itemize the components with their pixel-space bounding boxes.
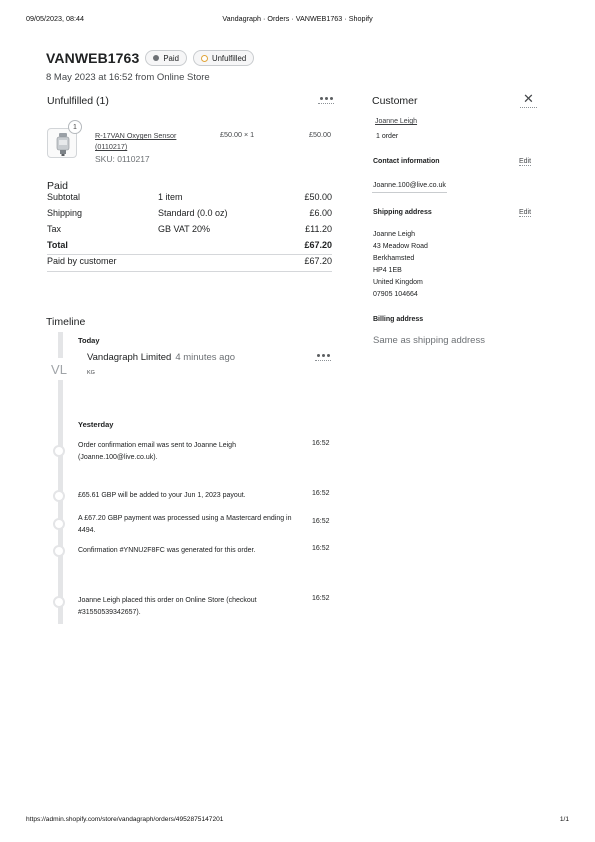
payment-row-paid-by-customer <box>47 256 332 272</box>
timeline-dot <box>53 596 65 608</box>
payment-row-label: Tax <box>47 224 62 234</box>
print-page-title: Vandagraph · Orders · VANWEB1763 · Shopify <box>222 14 373 23</box>
fulfillment-status-label: Unfulfilled <box>211 53 247 63</box>
payment-row-tax <box>47 224 332 240</box>
product-name-link[interactable]: R-17VAN Oxygen Sensor (0110217) <box>95 131 177 151</box>
address-line: Joanne Leigh <box>373 231 416 238</box>
comment-author: Vandagraph Limited <box>87 352 172 363</box>
payment-divider <box>47 271 332 272</box>
address-line: Berkhamsted <box>373 255 415 262</box>
payment-row-shipping <box>47 208 332 224</box>
payment-row-detail: Standard (0.0 oz) <box>158 208 228 218</box>
timeline-event-time: 16:52 <box>312 518 330 525</box>
dot-icon <box>330 97 333 100</box>
avatar: VL <box>47 358 71 380</box>
address-line: 43 Meadow Road <box>373 243 428 250</box>
order-id: VANWEB1763 <box>46 50 140 66</box>
order-header <box>46 50 254 66</box>
address-line: United Kingdom <box>373 279 423 286</box>
fulfillment-more-actions-button[interactable] <box>318 94 334 104</box>
payment-status-label: Paid <box>163 53 179 63</box>
payment-row-amount: £67.20 <box>304 240 332 250</box>
print-url: https://admin.shopify.com/store/vandagraph/orders/4952875147201 <box>26 816 224 823</box>
order-date-source: 8 May 2023 at 16:52 from Online Store <box>46 72 210 83</box>
timeline-event-time: 16:52 <box>312 490 330 497</box>
edit-shipping-address-button[interactable]: Edit <box>519 209 532 216</box>
fulfillment-status-badge <box>193 50 254 66</box>
timeline-dot <box>53 490 65 502</box>
edit-contact-button[interactable]: Edit <box>519 158 532 165</box>
timeline-dot <box>53 445 65 457</box>
comment-time-ago: 4 minutes ago <box>175 352 236 363</box>
timeline-event-text: Confirmation #YNNU2F8FC was generated for this order. <box>78 547 256 554</box>
timeline-title: Timeline <box>46 316 86 328</box>
remove-customer-button[interactable] <box>520 91 537 108</box>
unfulfilled-ring-icon <box>201 55 208 62</box>
timeline-event-text: Joanne Leigh placed this order on Online Store (checkout #31550539342657). <box>78 597 257 616</box>
payment-section-title: Paid <box>47 180 69 192</box>
payment-row-amount: £50.00 <box>304 192 332 202</box>
billing-address-value: Same as shipping address <box>373 335 485 346</box>
timeline-event-text: Order confirmation email was sent to Joanne Leigh (Joanne.100@live.co.uk). <box>78 442 236 461</box>
timeline-comment-header <box>87 352 235 363</box>
timeline-day-yesterday: Yesterday <box>78 420 114 429</box>
shipping-address-title: Shipping address <box>373 209 432 216</box>
print-footer <box>26 816 569 828</box>
payment-divider <box>47 254 332 255</box>
timeline-event-time: 16:52 <box>312 595 330 602</box>
timeline-dot <box>53 545 65 557</box>
payment-row-amount: £6.00 <box>309 208 332 218</box>
unfulfilled-card-title: Unfulfilled (1) <box>47 95 109 107</box>
comment-body: KG <box>87 370 95 376</box>
timeline-event-text[interactable]: A £67.20 GBP payment was processed using a Mastercard ending in 4494. <box>78 515 292 534</box>
payment-row-subtotal <box>47 192 332 208</box>
payment-row-amount: £67.20 <box>304 256 332 266</box>
customer-order-count: 1 order <box>376 133 399 140</box>
address-line: 07905 104664 <box>373 291 418 298</box>
payment-row-detail: GB VAT 20% <box>158 224 211 234</box>
dot-icon <box>322 354 325 357</box>
payment-row-label: Total <box>47 240 68 250</box>
payment-row-detail: 1 item <box>158 192 183 202</box>
address-line: HP4 1EB <box>373 267 402 274</box>
print-page-number: 1/1 <box>559 816 569 823</box>
payment-row-label: Subtotal <box>47 192 81 202</box>
dot-icon <box>317 354 320 357</box>
print-header <box>26 14 569 26</box>
timeline-event-time: 16:52 <box>312 545 330 552</box>
product-unit-price: £50.00 × 1 <box>220 130 255 139</box>
timeline-event-text[interactable]: £65.61 GBP will be added to your Jun 1, 2023 payout. <box>78 492 246 499</box>
product-line-total: £50.00 <box>309 130 331 139</box>
billing-address-title: Billing address <box>373 316 424 323</box>
contact-info-title: Contact information <box>373 158 440 165</box>
timeline-event-time: 16:52 <box>312 440 330 447</box>
payment-row-label: Paid by customer <box>47 256 117 266</box>
dot-icon <box>320 97 323 100</box>
comment-more-actions-button[interactable] <box>315 351 331 361</box>
payment-row-amount: £11.20 <box>305 224 332 234</box>
customer-name-link[interactable]: Joanne Leigh <box>375 118 418 125</box>
product-sku: SKU: 0110217 <box>95 154 150 164</box>
dot-icon <box>327 354 330 357</box>
timeline-day-today: Today <box>78 336 100 345</box>
payment-status-badge <box>145 50 187 66</box>
dot-icon <box>325 97 328 100</box>
close-icon: ✕ <box>523 91 534 106</box>
print-date: 09/05/2023, 08:44 <box>26 14 84 23</box>
quantity-badge: 1 <box>68 120 82 134</box>
customer-email-link[interactable]: Joanne.100@live.co.uk <box>372 180 447 193</box>
payment-row-label: Shipping <box>47 208 83 218</box>
timeline-dot <box>53 518 65 530</box>
customer-card-title: Customer <box>372 95 418 107</box>
paid-dot-icon <box>153 55 159 61</box>
